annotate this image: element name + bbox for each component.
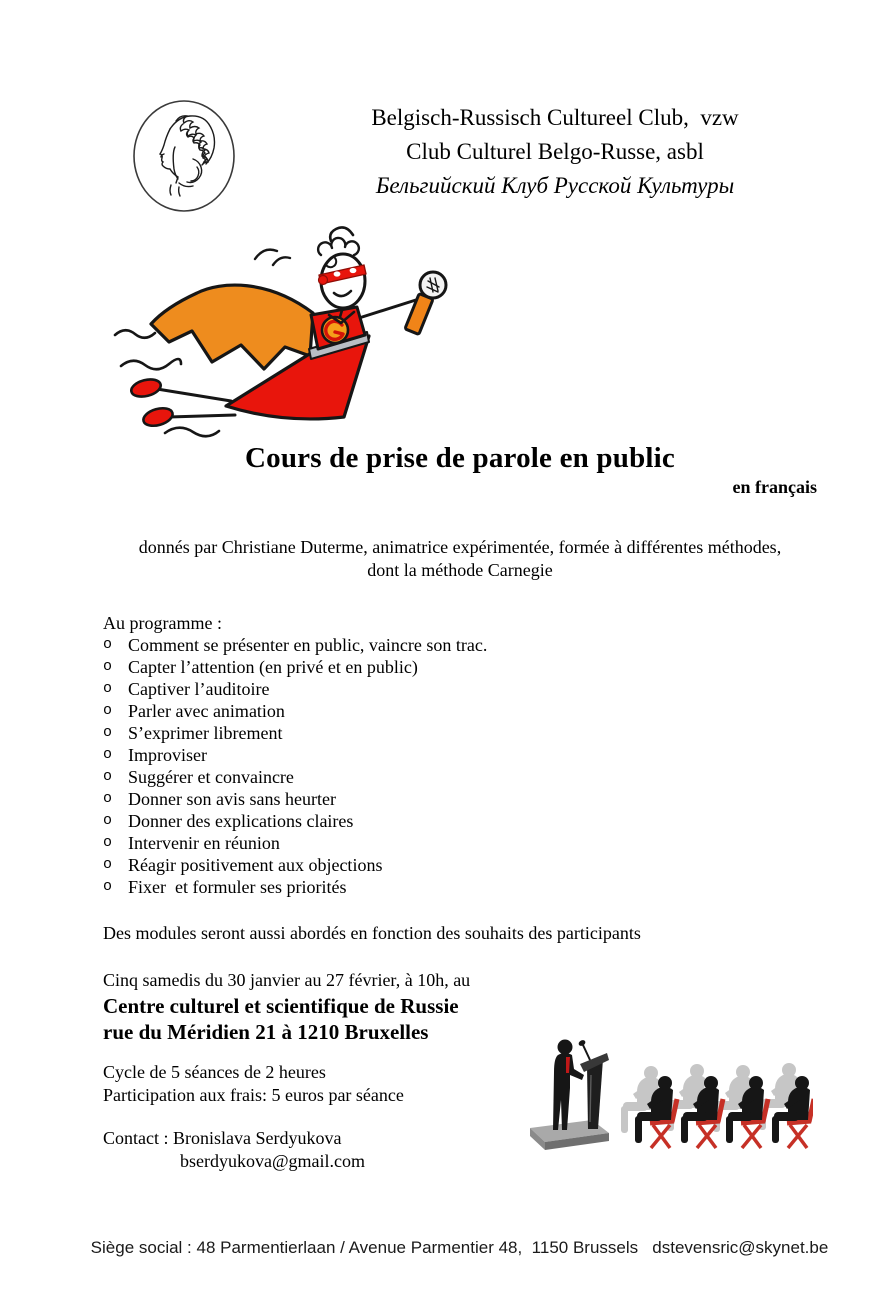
superwoman-illustration bbox=[113, 223, 465, 448]
program-item: o Réagir positivement aux objections bbox=[103, 855, 383, 875]
speaker-audience-illustration bbox=[528, 1030, 813, 1150]
bullet-icon: o bbox=[103, 680, 113, 697]
schedule-dates: Cinq samedis du 30 janvier au 27 février, à 10h, au bbox=[103, 970, 471, 990]
program-section bbox=[103, 612, 723, 898]
bullet-icon: o bbox=[103, 856, 113, 873]
details-section bbox=[103, 1061, 404, 1107]
podium bbox=[578, 1039, 609, 1129]
bullet-icon: o bbox=[103, 878, 113, 895]
contact-section bbox=[103, 1127, 365, 1173]
contact-name: Contact : Bronislava Serdyukova bbox=[103, 1128, 342, 1148]
shoe bbox=[141, 405, 174, 429]
program-item: o Fixer et formuler ses priorités bbox=[103, 877, 347, 897]
program-item: o Comment se présenter en public, vaincre son trac. bbox=[103, 635, 488, 655]
club-name-russian: Бельгийский Клуб Русской Культуры bbox=[375, 173, 735, 198]
bullet-icon: o bbox=[103, 636, 113, 653]
venue-name: Centre culturel et scientifique de Russie bbox=[103, 994, 459, 1018]
bullet-icon: o bbox=[103, 746, 113, 763]
schedule-section bbox=[103, 967, 470, 1045]
footer-registered-office: Siège social : 48 Parmentierlaan / Avenue Parmentier 48, 1150 Brussels dstevensric@skynet.be bbox=[90, 1238, 829, 1257]
bullet-icon: o bbox=[103, 790, 113, 807]
venue-address: rue du Méridien 21 à 1210 Bruxelles bbox=[103, 1020, 429, 1044]
bullet-icon: o bbox=[103, 812, 113, 829]
legs bbox=[130, 377, 235, 429]
program-item: o Captiver l’auditoire bbox=[103, 679, 270, 699]
course-title: Cours de prise de parole en public bbox=[244, 442, 676, 474]
program-item: o Parler avec animation bbox=[103, 701, 285, 721]
trainer-intro bbox=[103, 536, 817, 582]
program-item: o S’exprimer librement bbox=[103, 723, 283, 743]
bullet-icon: o bbox=[103, 724, 113, 741]
bullet-icon: o bbox=[103, 834, 113, 851]
bullet-icon: o bbox=[103, 658, 113, 675]
modules-note: Des modules seront aussi abordés en fonction des souhaits des participants bbox=[103, 923, 641, 943]
program-item: o Donner des explications claires bbox=[103, 811, 354, 831]
club-name-french: Club Culturel Belgo-Russe, asbl bbox=[406, 139, 704, 164]
fee-info: Participation aux frais: 5 euros par séance bbox=[103, 1085, 404, 1105]
program-item: o Improviser bbox=[103, 745, 207, 765]
header bbox=[220, 101, 890, 203]
hair-curls bbox=[318, 238, 359, 255]
cape bbox=[151, 285, 313, 369]
microphone-icon bbox=[405, 272, 446, 334]
program-item: o Suggérer et convaincre bbox=[103, 767, 294, 787]
trainer-intro-line1: donnés par Christiane Duterme, animatrice expérimentée, formée à différentes méthodes, bbox=[138, 537, 782, 557]
trainer-intro-line2: dont la méthode Carnegie bbox=[367, 560, 553, 580]
hair-wisp bbox=[255, 250, 290, 265]
speaker-silhouette bbox=[553, 1040, 584, 1131]
program-item: o Capter l’attention (en privé et en public) bbox=[103, 657, 418, 677]
contact-email: bserdyukova@gmail.com bbox=[180, 1151, 366, 1171]
program-item: o Donner son avis sans heurter bbox=[103, 789, 336, 809]
language-note: en français bbox=[732, 477, 817, 497]
shoe bbox=[130, 377, 163, 400]
cycle-info: Cycle de 5 séances de 2 heures bbox=[103, 1062, 326, 1082]
program-item: o Intervenir en réunion bbox=[103, 833, 280, 853]
club-name-dutch: Belgisch-Russisch Cultureel Club, vzw bbox=[371, 105, 739, 130]
audience-rows bbox=[621, 1063, 813, 1148]
program-heading: Au programme : bbox=[103, 613, 222, 633]
bullet-icon: o bbox=[103, 702, 113, 719]
bullet-icon: o bbox=[103, 768, 113, 785]
